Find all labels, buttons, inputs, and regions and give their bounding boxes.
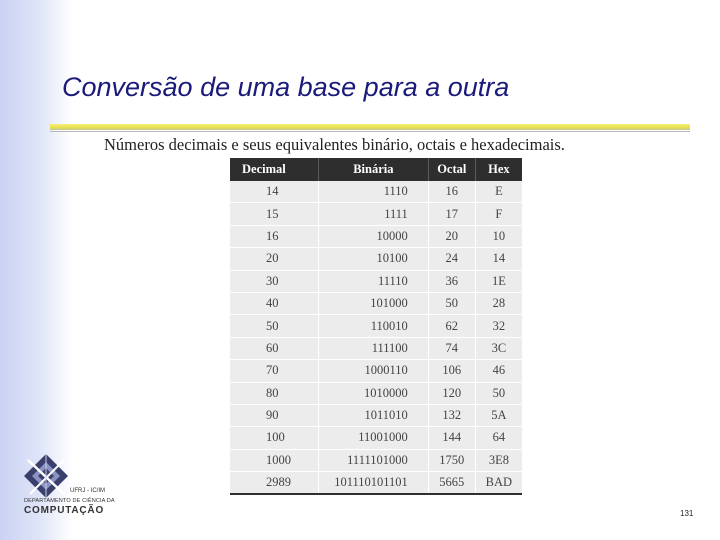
cell-decimal: 40 — [230, 292, 318, 314]
table-header-row — [230, 158, 522, 181]
cell-binary: 10000 — [318, 225, 428, 247]
logo-ufrj-text: UFRJ - IC/IM — [70, 488, 105, 494]
cell-octal: 36 — [428, 270, 475, 292]
cell-binary: 110010 — [318, 315, 428, 337]
cell-binary: 1011010 — [318, 404, 428, 426]
cell-binary: 1110 — [318, 181, 428, 203]
cell-decimal: 70 — [230, 360, 318, 382]
cell-hex: 46 — [475, 360, 522, 382]
cell-binary: 10100 — [318, 248, 428, 270]
table-row — [230, 270, 522, 292]
table-row — [230, 382, 522, 404]
cell-hex: 5A — [475, 404, 522, 426]
cell-hex: 32 — [475, 315, 522, 337]
cell-decimal: 2989 — [230, 472, 318, 495]
cell-decimal: 16 — [230, 225, 318, 247]
table-row — [230, 203, 522, 225]
cell-octal: 144 — [428, 427, 475, 449]
cell-binary: 101000 — [318, 292, 428, 314]
table-row — [230, 449, 522, 471]
cell-hex: 14 — [475, 248, 522, 270]
cell-binary: 1111 — [318, 203, 428, 225]
table-row — [230, 360, 522, 382]
cell-hex: 28 — [475, 292, 522, 314]
table-row — [230, 292, 522, 314]
cell-binary: 101110101101 — [318, 472, 428, 495]
cell-octal: 50 — [428, 292, 475, 314]
cell-octal: 24 — [428, 248, 475, 270]
cell-binary: 1000110 — [318, 360, 428, 382]
cell-decimal: 20 — [230, 248, 318, 270]
cell-decimal: 1000 — [230, 449, 318, 471]
table-row — [230, 472, 522, 495]
table-row — [230, 404, 522, 426]
table-caption: Números decimais e seus equivalentes binário, octais e hexadecimais. — [104, 135, 565, 154]
department-logo — [22, 452, 122, 516]
cell-binary: 11110 — [318, 270, 428, 292]
header-decimal: Decimal — [230, 158, 318, 181]
cell-octal: 74 — [428, 337, 475, 359]
cell-octal: 20 — [428, 225, 475, 247]
header-hex: Hex — [475, 158, 522, 181]
cell-hex: E — [475, 181, 522, 203]
cell-hex: 10 — [475, 225, 522, 247]
table-row — [230, 315, 522, 337]
cell-octal: 106 — [428, 360, 475, 382]
logo-emblem-icon — [22, 452, 70, 500]
cell-decimal: 90 — [230, 404, 318, 426]
table-row — [230, 337, 522, 359]
logo-computacao-text: COMPUTAÇÃO — [24, 505, 105, 516]
cell-decimal: 100 — [230, 427, 318, 449]
cell-octal: 120 — [428, 382, 475, 404]
table-row — [230, 248, 522, 270]
cell-hex: 64 — [475, 427, 522, 449]
title-underline-rule — [50, 124, 690, 130]
cell-hex: 1E — [475, 270, 522, 292]
cell-hex: 50 — [475, 382, 522, 404]
cell-octal: 16 — [428, 181, 475, 203]
cell-binary: 1111101000 — [318, 449, 428, 471]
table-row — [230, 225, 522, 247]
table-row — [230, 181, 522, 203]
cell-decimal: 15 — [230, 203, 318, 225]
cell-octal: 62 — [428, 315, 475, 337]
cell-hex: 3E8 — [475, 449, 522, 471]
header-octal: Octal — [428, 158, 475, 181]
table-row — [230, 427, 522, 449]
cell-decimal: 14 — [230, 181, 318, 203]
cell-octal: 17 — [428, 203, 475, 225]
page-number: 131 — [680, 509, 694, 518]
table-body — [230, 181, 522, 494]
cell-hex: F — [475, 203, 522, 225]
cell-octal: 5665 — [428, 472, 475, 495]
logo-department-text: DEPARTAMENTO DE CIÊNCIA DA — [24, 498, 115, 504]
cell-octal: 132 — [428, 404, 475, 426]
header-binary: Binária — [318, 158, 428, 181]
cell-hex: BAD — [475, 472, 522, 495]
cell-binary: 1010000 — [318, 382, 428, 404]
base-conversion-table — [230, 158, 522, 495]
cell-octal: 1750 — [428, 449, 475, 471]
cell-hex: 3C — [475, 337, 522, 359]
cell-decimal: 80 — [230, 382, 318, 404]
cell-decimal: 50 — [230, 315, 318, 337]
cell-decimal: 30 — [230, 270, 318, 292]
cell-decimal: 60 — [230, 337, 318, 359]
cell-binary: 111100 — [318, 337, 428, 359]
cell-binary: 11001000 — [318, 427, 428, 449]
slide-title: Conversão de uma base para a outra — [62, 72, 510, 102]
